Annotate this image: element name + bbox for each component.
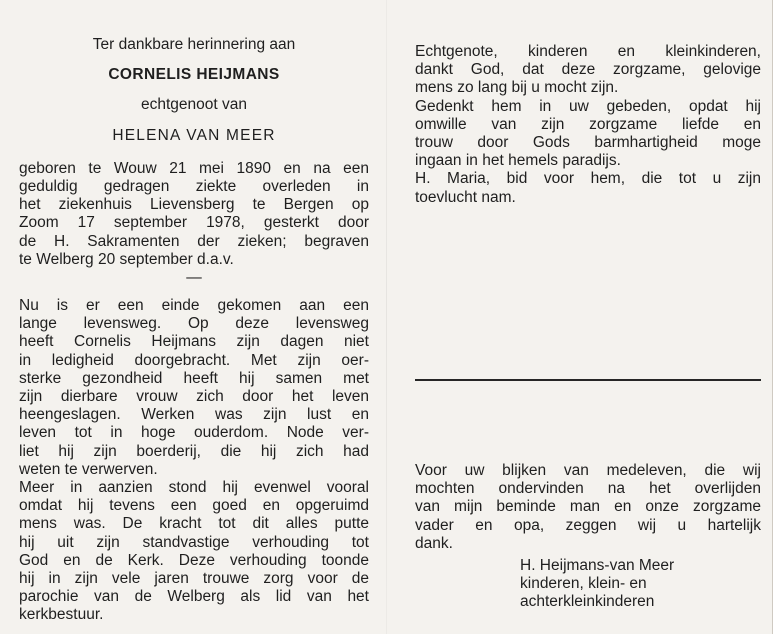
text-line: toevlucht nam. — [415, 188, 516, 206]
card-fold — [386, 0, 387, 634]
text-line: heeft Cornelis Heijmans zijn dagen niet — [19, 333, 369, 351]
text-line: in ledigheid doorgebracht. Met zijn oer- — [19, 351, 369, 369]
text-line: hij uit zijn standvastige verhouding tot — [19, 533, 369, 551]
text-line: hij in zijn vele jaren trouwe zorg voor de — [19, 570, 369, 588]
text-line: mens zo lang bij u mocht zijn. — [415, 79, 619, 97]
text-line: sterke gezondheid heeft hij samen met — [19, 369, 369, 387]
text-line: dankt God, dat deze zorgzame, gelovige — [415, 61, 761, 79]
section-divider-dash: — — [186, 269, 202, 287]
spouse-name: HELENA VAN MEER — [112, 126, 276, 144]
relation-label: echtgenoot van — [140, 96, 247, 114]
text-line: Gedenkt hem in uw gebeden, opdat hij — [415, 97, 761, 115]
text-line: God en de Kerk. Deze verhouding toonde — [19, 551, 369, 569]
text-line: omwille van zijn zorgzame liefde en — [415, 115, 761, 133]
text-line: H. Maria, bid voor hem, die tot u zijn — [415, 170, 761, 188]
text-line: de H. Sakramenten der zieken; begraven — [19, 232, 369, 250]
prayer-paragraph — [415, 98, 761, 171]
thanks-paragraph — [415, 462, 761, 553]
text-line: leven tot in hoge ouderdom. Node ver- — [19, 424, 369, 442]
text-line: van mijn beminde man en onze zorgzame — [415, 498, 761, 516]
text-line: vader en opa, zeggen wij u hartelijk — [415, 516, 761, 534]
text-line: kerkbestuur. — [19, 606, 104, 624]
deceased-name: CORNELIS HEIJMANS — [108, 66, 280, 84]
faith-paragraph — [19, 479, 369, 625]
right-column — [415, 43, 761, 207]
maria-paragraph — [415, 170, 761, 206]
text-line: dank. — [415, 534, 453, 552]
text-line: Nu is er een einde gekomen aan een — [19, 297, 369, 315]
text-line: het ziekenhuis Lievensberg te Bergen op — [19, 196, 369, 214]
text-line: liet hij zijn boerderij, die hij zich had — [19, 442, 369, 460]
text-line: zijn dierbare vrouw zich door het leven — [19, 388, 369, 406]
text-line: Meer in aanzien stond hij evenwel vooral — [19, 479, 369, 497]
family-paragraph — [415, 43, 761, 98]
dedication-intro: Ter dankbare herinnering aan — [92, 36, 296, 53]
text-line: geboren te Wouw 21 mei 1890 en na een — [19, 159, 369, 177]
text-line: lange levensweg. Op deze levensweg — [19, 315, 369, 333]
text-line: trouw door Gods barmhartigheid moge — [415, 134, 761, 152]
signature-line: achterkleinkinderen — [520, 593, 655, 611]
text-line: mens was. De kracht tot dit alles putte — [19, 515, 369, 533]
text-line: weten te verwerven. — [19, 460, 158, 478]
text-line: parochie van de Welberg als lid van het — [19, 588, 369, 606]
signature-block — [520, 557, 750, 612]
biography-paragraph — [19, 160, 369, 269]
text-line: mochten ondervinden na het overlijden — [415, 480, 761, 498]
text-line: Echtgenote, kinderen en kleinkinderen, — [415, 43, 761, 60]
text-line: Zoom 17 september 1978, gesterkt door — [19, 214, 369, 232]
signature-line: kinderen, klein- en — [520, 575, 647, 593]
text-line: omdat hij tevens een goed en opgeruimd — [19, 497, 369, 515]
text-line: ingaan in het hemels paradijs. — [415, 152, 621, 170]
text-line: te Welberg 20 september d.a.v. — [19, 250, 234, 268]
text-line: heengeslagen. Werken was zijn lust en — [19, 406, 369, 424]
signature-line: H. Heijmans-van Meer — [520, 557, 675, 574]
horizontal-rule — [415, 379, 761, 381]
left-column — [19, 36, 369, 625]
life-paragraph — [19, 297, 369, 479]
text-line: geduldig gedragen ziekte overleden in — [19, 178, 369, 196]
text-line: Voor uw blijken van medeleven, die wij — [415, 462, 761, 479]
